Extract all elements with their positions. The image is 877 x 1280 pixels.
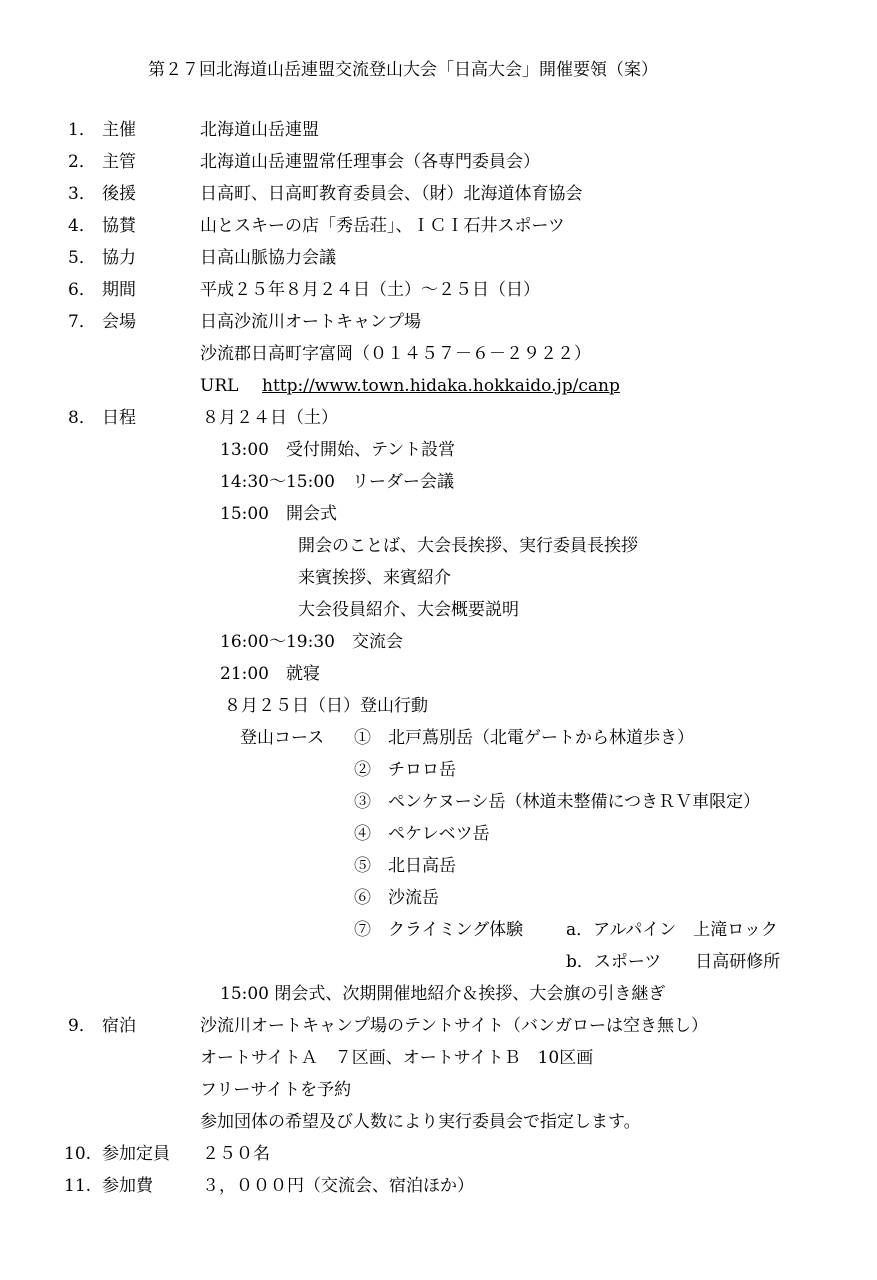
lodging-line-3: フリーサイトを予約	[200, 1080, 352, 1100]
schedule-closing: 15:00 閉会式、次期開催地紹介＆挨拶、大会旗の引き継ぎ	[220, 984, 666, 1004]
item-10-number: 10.	[64, 1144, 92, 1164]
climbing-option-b: b．スポーツ 日高研修所	[566, 952, 781, 972]
item-4-label: 協賛	[102, 216, 136, 236]
item-6-label: 期間	[102, 280, 136, 300]
item-6-number: 6．	[68, 280, 96, 300]
course-item-5: ⑤ 北日高岳	[354, 856, 456, 876]
venue-address: 沙流郡日高町字富岡（０１４５７－６－２９２２）	[200, 344, 591, 364]
item-1-number: 1．	[68, 120, 96, 140]
item-5-number: 5．	[68, 248, 96, 268]
venue-url-label: URL	[200, 376, 239, 396]
schedule-leader-meeting: 14:30～15:00 リーダー会議	[220, 472, 454, 492]
lodging-line-1: 沙流川オートキャンプ場のテントサイト（バンガローは空き無し）	[200, 1016, 708, 1036]
course-item-2: ② チロロ岳	[354, 760, 456, 780]
item-5-value: 日高山脈協力会議	[200, 248, 336, 268]
item-3-value: 日高町、日高町教育委員会、（財）北海道体育協会	[200, 184, 583, 204]
item-3-label: 後援	[102, 184, 136, 204]
item-6-value: 平成２５年８月２４日（土）～２５日（日）	[200, 280, 540, 300]
item-2-value: 北海道山岳連盟常任理事会（各専門委員会）	[200, 152, 540, 172]
item-3-number: 3．	[68, 184, 96, 204]
item-2-number: 2．	[68, 152, 96, 172]
schedule-bedtime: 21:00 就寝	[220, 664, 320, 684]
schedule-opening-detail-3: 大会役員紹介、大会概要説明	[298, 600, 519, 620]
item-10-value: ２５０名	[202, 1144, 270, 1164]
item-2-label: 主管	[102, 152, 136, 172]
course-item-3: ③ ペンケヌーシ岳（林道未整備につきＲＶ車限定）	[354, 792, 761, 812]
item-4-value: 山とスキーの店「秀岳荘」、ＩＣＩ石井スポーツ	[200, 216, 565, 236]
course-label: 登山コース	[240, 728, 325, 748]
item-7-number: 7．	[68, 312, 96, 332]
item-9-label: 宿泊	[102, 1016, 136, 1036]
document-title: 第２７回北海道山岳連盟交流登山大会「日高大会」開催要領（案）	[148, 60, 658, 80]
item-11-label: 参加費	[102, 1176, 153, 1196]
item-7-label: 会場	[102, 312, 136, 332]
item-4-number: 4．	[68, 216, 96, 236]
item-1-value: 北海道山岳連盟	[200, 120, 319, 140]
course-item-7: ⑦ クライミング体験	[354, 920, 524, 940]
item-5-label: 協力	[102, 248, 136, 268]
item-9-number: 9．	[68, 1016, 96, 1036]
schedule-day2: ８月２５日（日）登山行動	[224, 696, 428, 716]
item-11-value: ３，０００円（交流会、宿泊ほか）	[202, 1176, 474, 1196]
item-7-value: 日高沙流川オートキャンプ場	[200, 312, 421, 332]
lodging-line-2: オートサイトＡ ７区画、オートサイトＢ 10区画	[200, 1048, 594, 1068]
item-11-number: 11.	[64, 1176, 92, 1196]
schedule-opening: 15:00 開会式	[220, 504, 337, 524]
climbing-option-a: a．アルパイン 上滝ロック	[566, 920, 778, 940]
item-8-label: 日程	[102, 408, 136, 428]
lodging-line-4: 参加団体の希望及び人数により実行委員会で指定します。	[200, 1112, 641, 1132]
item-8-number: 8．	[68, 408, 96, 428]
item-10-label: 参加定員	[102, 1144, 170, 1164]
schedule-opening-detail-2: 来賓挨拶、来賓紹介	[298, 568, 451, 588]
schedule-reception: 13:00 受付開始、テント設営	[220, 440, 456, 460]
item-1-label: 主催	[102, 120, 136, 140]
course-item-4: ④ ペケレベツ岳	[354, 824, 490, 844]
venue-url-link[interactable]: http://www.town.hidaka.hokkaido.jp/canp	[262, 376, 620, 396]
schedule-day1: ８月２４日（土）	[202, 408, 338, 428]
schedule-social: 16:00～19:30 交流会	[220, 632, 403, 652]
course-item-1: ① 北戸蔦別岳（北電ゲートから林道歩き）	[354, 728, 694, 748]
course-item-6: ⑥ 沙流岳	[354, 888, 439, 908]
schedule-opening-detail-1: 開会のことば、大会長挨拶、実行委員長挨拶	[298, 536, 638, 556]
